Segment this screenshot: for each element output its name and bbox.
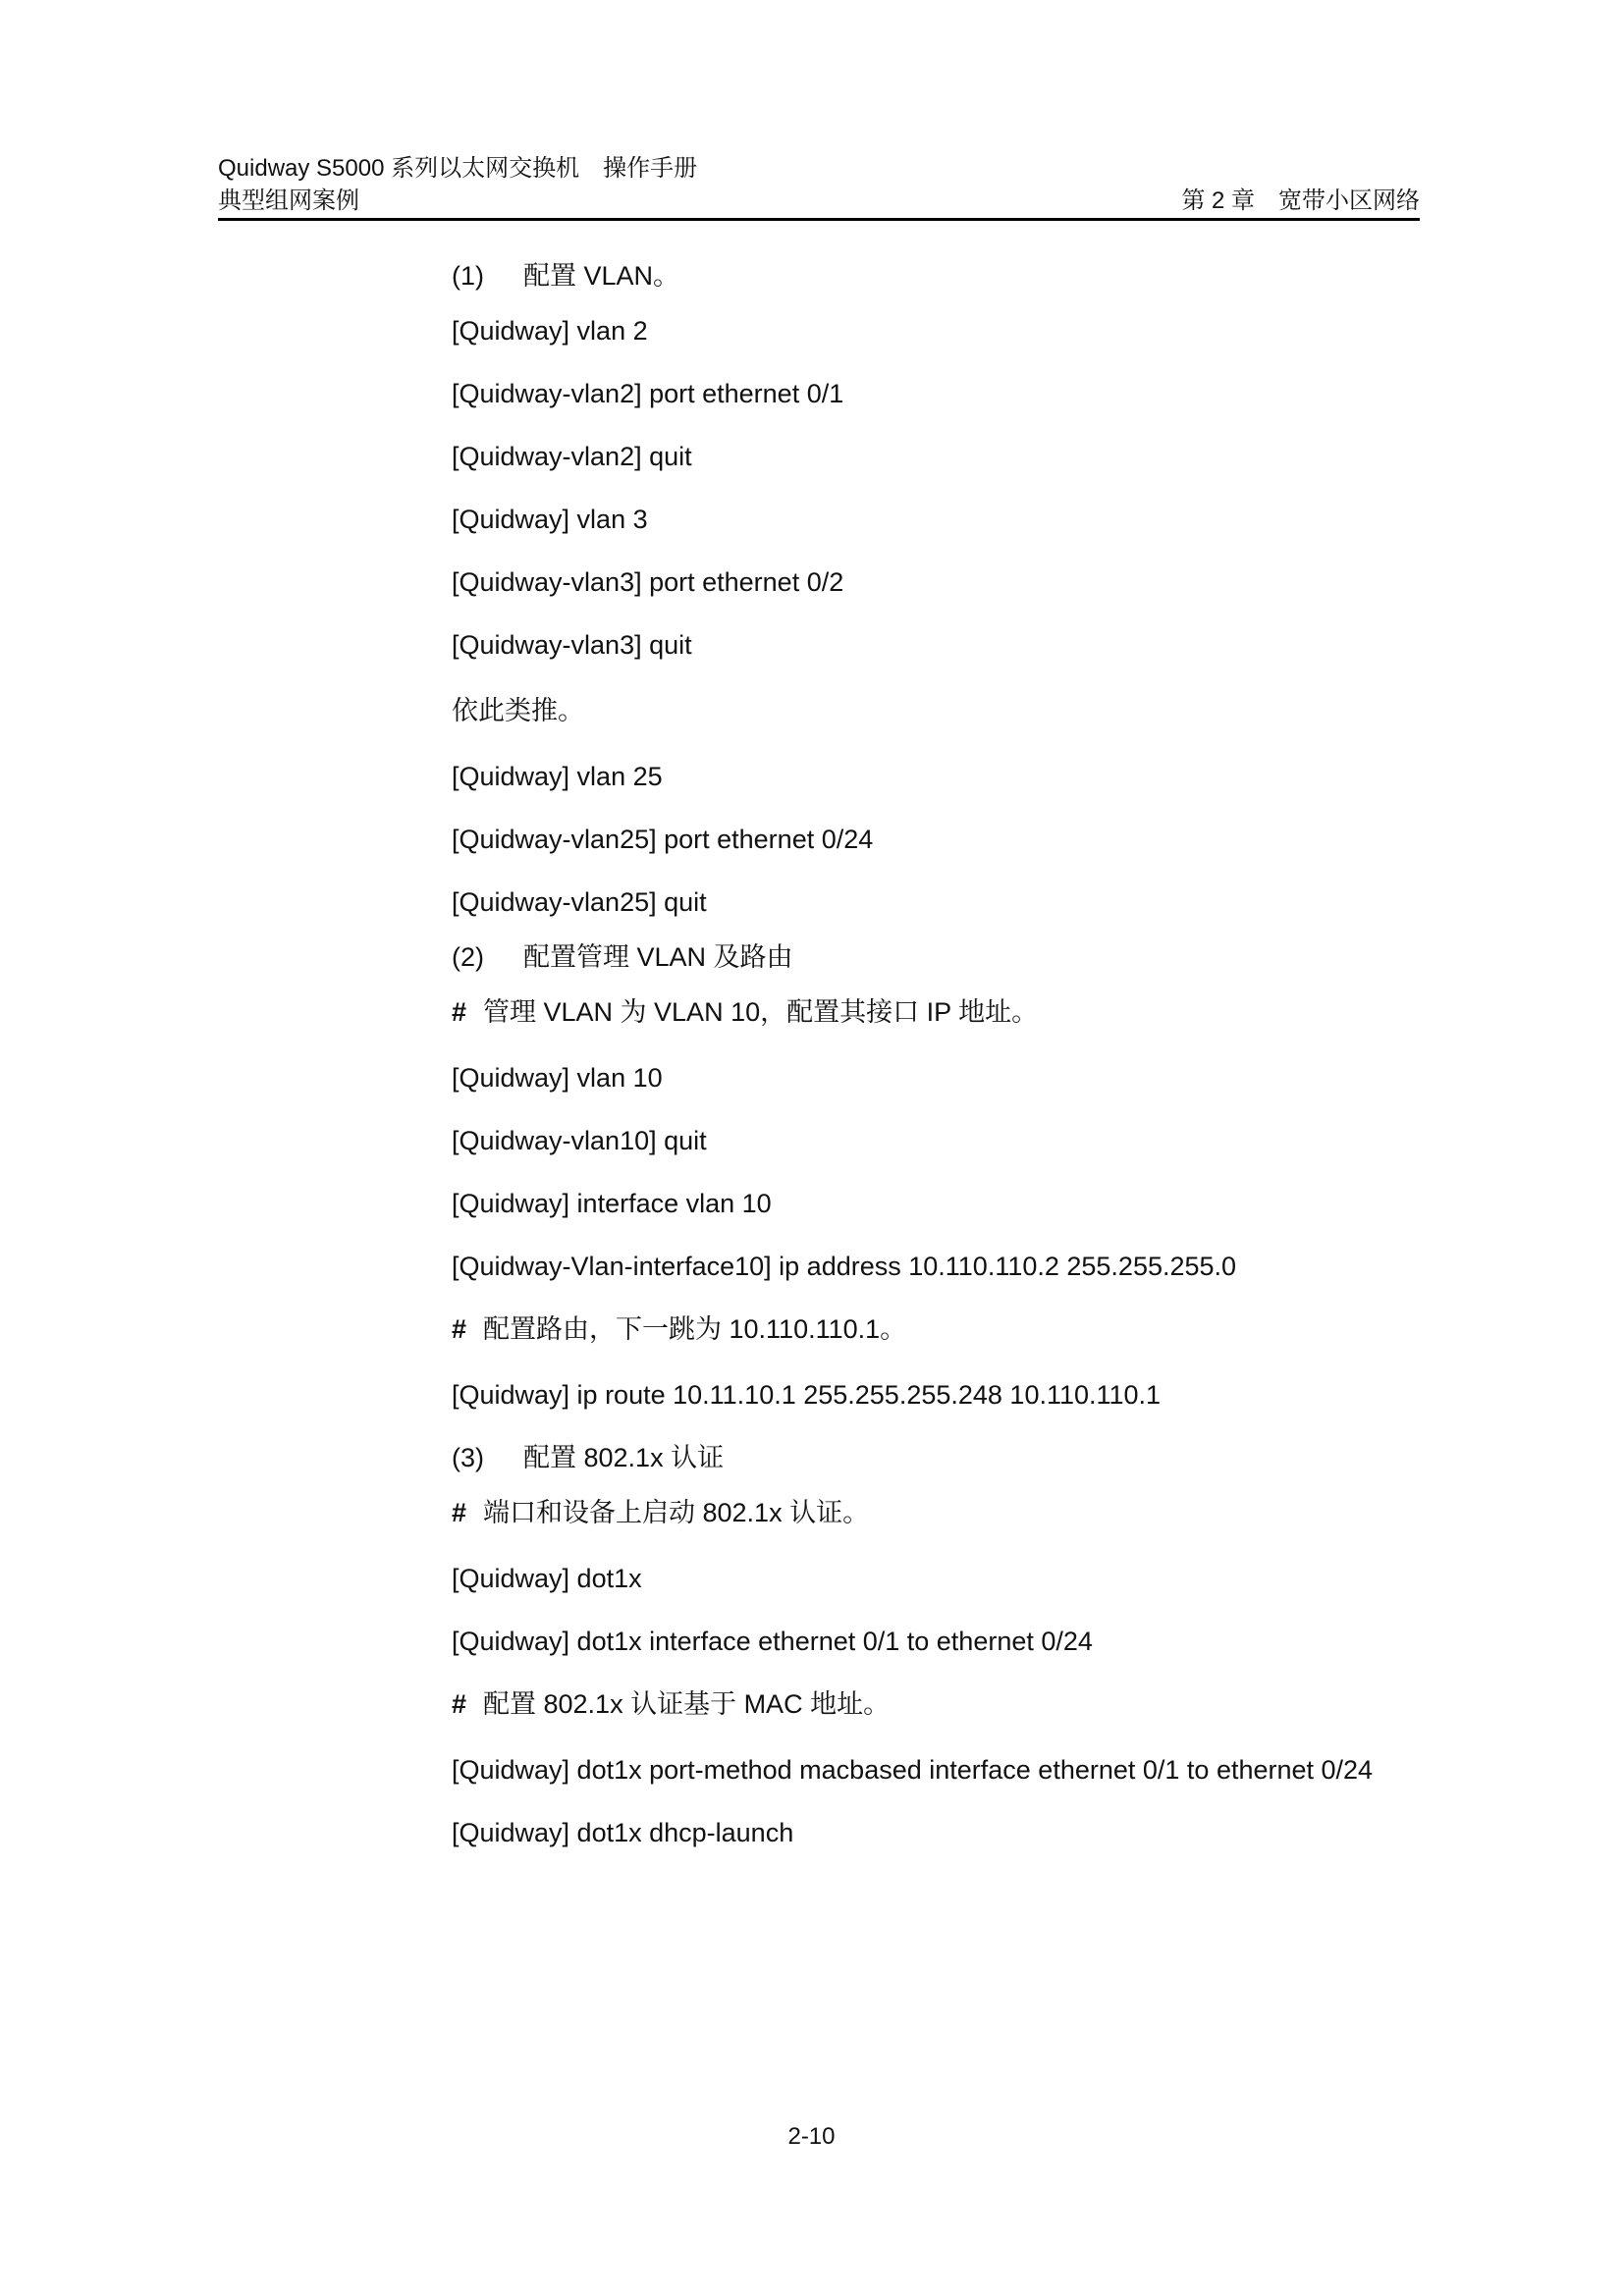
command-line: [Quidway] dot1x dhcp-launch [452,1818,794,1847]
bullet-text: 配置 802.1x 认证基于 MAC 地址。 [483,1689,891,1719]
bullet-note [452,1494,1420,1531]
command-line: [Quidway] interface vlan 10 [452,1189,772,1218]
step-heading [452,257,1420,294]
header-section: 典型组网案例 [218,187,359,214]
hash-mark: # [452,1689,467,1719]
body-text: 依此类推。 [452,696,584,725]
hash-mark: # [452,997,467,1027]
bullet-note [452,993,1420,1031]
hash-mark: # [452,1314,467,1344]
command-line: [Quidway] vlan 3 [452,505,648,534]
page-number: 2-10 [787,2123,836,2150]
command-line: [Quidway-Vlan-interface10] ip address 10.110.110.2 255.255.255.0 [452,1252,1237,1281]
step-heading [452,1439,1420,1476]
command-line: [Quidway] vlan 10 [452,1063,663,1093]
step-title: 配置 802.1x 认证 [523,1443,725,1472]
bullet-text: 管理 VLAN 为 VLAN 10，配置其接口 IP 地址。 [483,997,1039,1027]
command-line: [Quidway-vlan3] port ethernet 0/2 [452,567,844,597]
command-line: [Quidway] vlan 2 [452,316,648,346]
bullet-note [452,1310,1420,1348]
header-chapter: 第 2 章 宽带小区网络 [1181,187,1420,214]
command-line: [Quidway] dot1x [452,1564,642,1593]
command-line: [Quidway] vlan 25 [452,762,663,791]
command-line: [Quidway-vlan25] quit [452,887,707,917]
command-line: [Quidway-vlan2] quit [452,442,692,471]
header-title: Quidway S5000 系列以太网交换机 操作手册 [218,155,698,182]
bullet-text: 配置路由，下一跳为 10.110.110.1。 [483,1314,907,1344]
step-title: 配置管理 VLAN 及路由 [523,942,793,972]
page-header [218,155,1420,221]
bullet-note [452,1685,1420,1723]
page-content [452,257,1420,1851]
step-title: 配置 VLAN。 [523,261,680,291]
command-line: [Quidway] dot1x interface ethernet 0/1 to ethernet 0/24 [452,1627,1093,1656]
step-number: (2) [452,942,484,972]
hash-mark: # [452,1498,467,1527]
step-number: (1) [452,261,484,291]
command-line: [Quidway-vlan25] port ethernet 0/24 [452,825,874,854]
command-line: [Quidway] ip route 10.11.10.1 255.255.255.248 10.110.110.1 [452,1380,1162,1410]
step-number: (3) [452,1443,484,1472]
command-line: [Quidway-vlan10] quit [452,1126,707,1155]
command-line: [Quidway-vlan3] quit [452,630,692,660]
step-heading [452,938,1420,976]
command-line: [Quidway-vlan2] port ethernet 0/1 [452,379,844,408]
command-line: [Quidway] dot1x port-method macbased interface ethernet 0/1 to ethernet 0/24 [452,1755,1374,1785]
bullet-text: 端口和设备上启动 802.1x 认证。 [483,1498,870,1527]
